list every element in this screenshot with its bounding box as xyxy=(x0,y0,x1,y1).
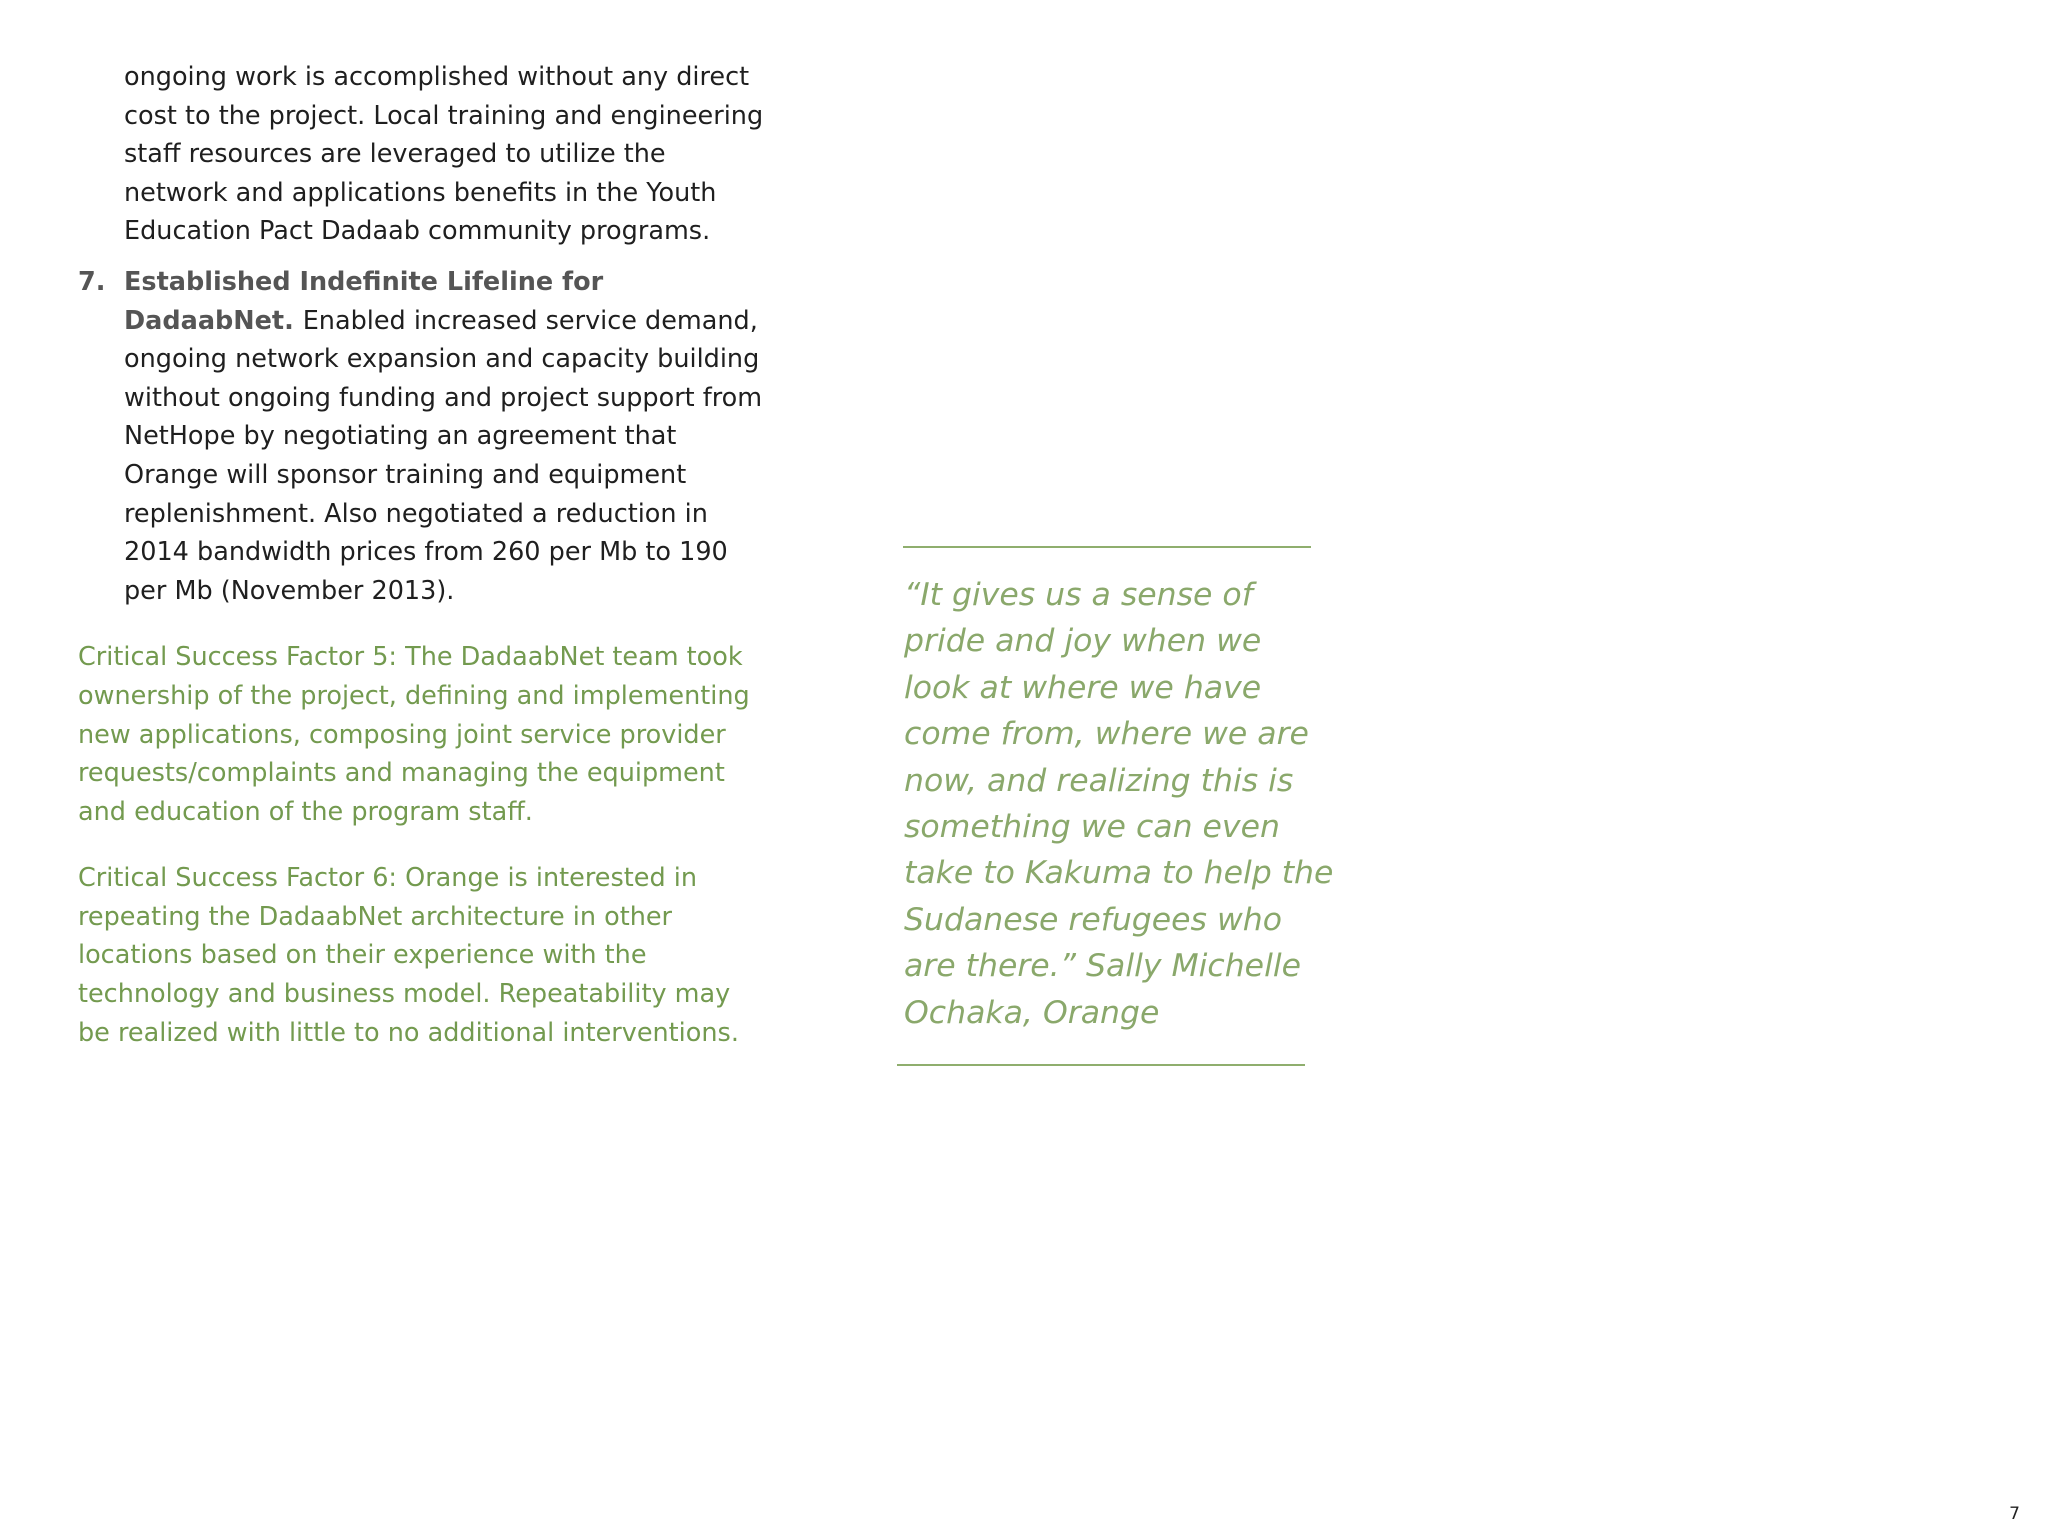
quote-top-divider xyxy=(903,546,1311,548)
list-item-number: 7. xyxy=(78,266,106,297)
critical-success-factor-5: Critical Success Factor 5: The DadaabNet team took ownership of the project, defining and implementing new applications, composing joint service provider requests/complaints and managing the equipment and education of the program staff. xyxy=(78,642,750,827)
quote-bottom-divider xyxy=(897,1064,1305,1066)
continuation-paragraph: ongoing work is accomplished without any direct cost to the project. Local training and engineering staff resources are leveraged to utilize the network and applications benefits in the Youth Education Pact Dadaab community programs. xyxy=(124,62,764,247)
list-item-body: Enabled increased service demand, ongoing network expansion and capacity building without ongoing funding and project support from NetHope by negotiating an agreement that Orange will sponsor training and equipment replenishment. Also negotiated a reduction in 2014 bandwidth prices from 260 per Mb to 190 per Mb (November 2013). xyxy=(124,305,763,606)
left-column xyxy=(78,58,768,1052)
pull-quote: “It gives us a sense of pride and joy when we look at where we have come from, where we are now, and realizing this is something we can even take to Kakuma to help the Sudanese refugees who are there.” Sally Michelle Ochaka, Orange xyxy=(904,577,1334,1031)
critical-success-factor-6: Critical Success Factor 6: Orange is interested in repeating the DadaabNet architecture in other locations based on their experience with the technology and business model. Repeatability may be realized with little to no additional interventions. xyxy=(78,863,739,1048)
list-item-7 xyxy=(78,263,768,610)
page-number: 7 xyxy=(2009,1504,2020,1524)
list-item-title: Established Indefinite Lifeline for DadaabNet. xyxy=(124,266,604,336)
